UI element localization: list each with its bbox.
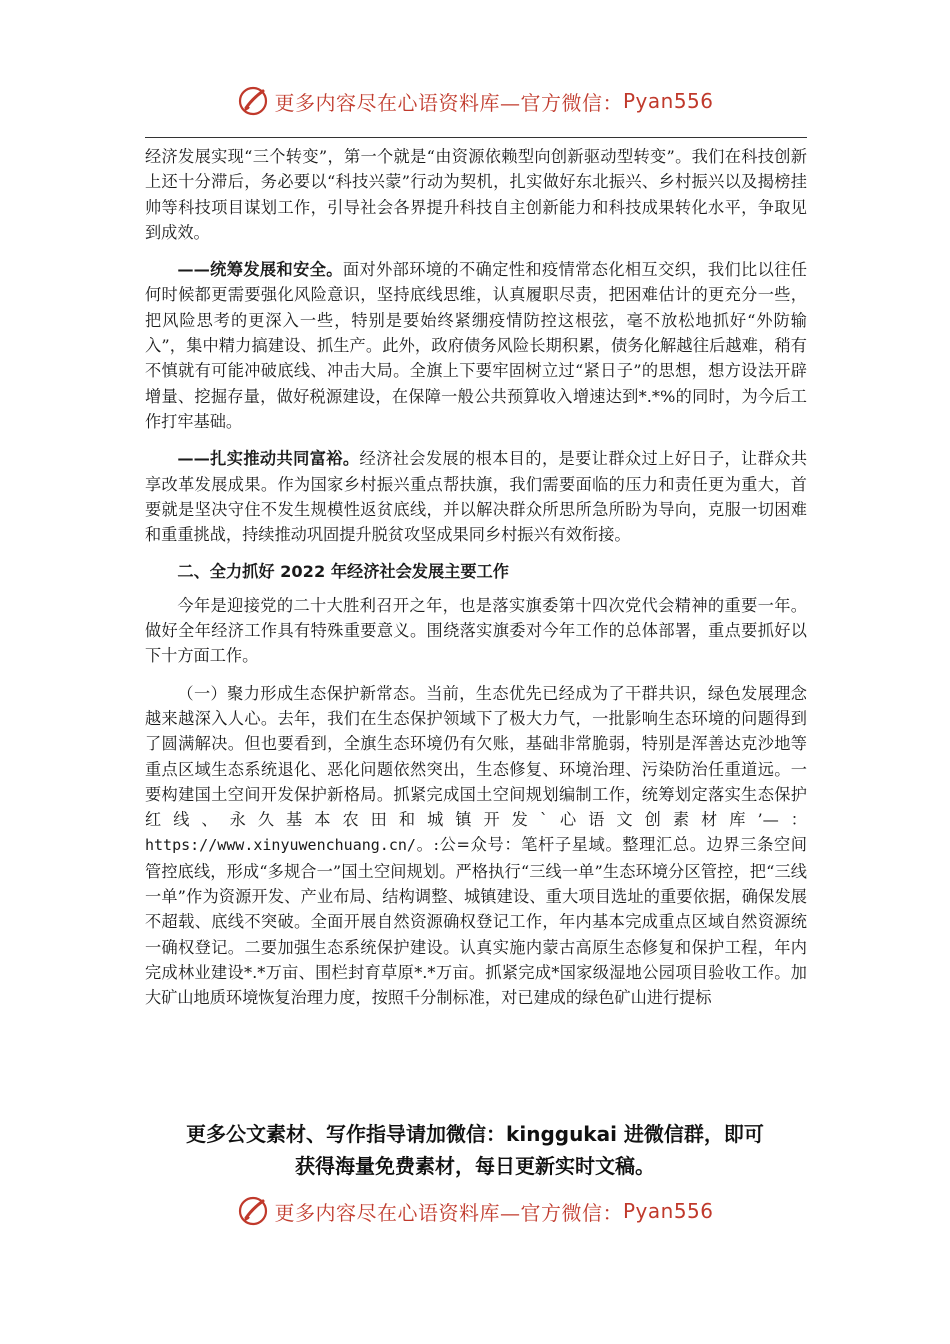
header-banner (0, 84, 950, 118)
paragraph: 经济发展实现“三个转变”，第一个就是“由资源依赖型向创新驱动型转变”。我们在科技创新上还十分滞后，务必要以“科技兴蒙”行动为契机，扎实做好东北振兴、乡村振兴以及揭榜挂帅等科技项目谋划工作，引导社会各界提升科技自主创新能力和科技成果转化水平，争取见到成效。 (145, 147, 807, 242)
brush-logo-icon (236, 84, 270, 118)
banner-text: 更多内容尽在心语资料库—官方微信： (274, 1200, 623, 1225)
footer-banner (0, 1194, 950, 1228)
paragraph (145, 681, 807, 1011)
promo-notice (150, 1118, 800, 1182)
banner-handle: Pyan556 (622, 89, 714, 113)
brush-logo-icon (236, 1194, 270, 1228)
paragraph (145, 446, 807, 547)
paragraph: 今年是迎接党的二十大胜利召开之年，也是落实旗委第十四次党代会精神的重要一年。做好全年经济工作具有特殊重要意义。围绕落实旗委对今年工作的总体部署，重点要抓好以下十方面工作。 (145, 595, 807, 666)
paragraph-body: 。:公=众号：笔杆子星域。整理汇总。边界三条空间管控底线，形成“多规合一”国土空间规划。严格执行“三线一单”生态环境分区管控，把“三线一单”作为资源开发、产业布局、结构调整、城镇建设、重大项目选址的重要依据，确保发展不超载、底线不突破。全面开展自然资源确权登记工作，年内基本完成重点区域自然资源统一确权登记。二要加强生态系统保护建设。认真实施内蒙古高原生态修复和保护工程，年内完成林业建设*.*万亩、围栏封育草原*.*万亩。抓紧完成*国家级湿地公园项目验收工作。加大矿山地质环境恢复治理力度，按照千分制标准，对已建成的绿色矿山进行提标 (145, 835, 807, 1008)
section-heading: 二、全力抓好 2022 年经济社会发展主要工作 (177, 562, 509, 582)
banner-handle: Pyan556 (622, 1199, 714, 1223)
paragraph-body: 经济社会发展的根本目的，是要让群众过上好日子，让群众共享改革发展成果。作为国家乡村振兴重点帮扶旗，我们需要面临的压力和责任更为重大，首要就是坚决守住不发生规模性返贫底线，并以解决群众所思所急所盼为导向，克服一切困难和重重挑战，持续推动巩固提升脱贫攻坚成果同乡村振兴有效衔接。 (145, 449, 808, 545)
promo-line: 更多公文素材、写作指导请加微信：kinggukai 进微信群，即可 (186, 1122, 764, 1146)
source-url: https://www.xinyuwenchuang.cn/ (145, 836, 416, 855)
paragraph-body: 面对外部环境的不确定性和疫情常态化相互交织，我们比以往任何时候都更需要强化风险意识，坚持底线思维，认真履职尽责，把困难估计的更充分一些，把风险思考的更深入一些，特别是要始终紧绷疫情防控这根弦，毫不放松地抓好“外防输入”，集中精力搞建设、抓生产。此外，政府债务风险长期积累，债务化解越往后越难，稍有不慎就有可能冲破底线、冲击大局。全旗上下要牢固树立过“紧日子”的思想，想方设法开辟增量、挖掘存量，做好税源建设，在保障一般公共预算收入增速达到*.*%的同时，为今后工作打牢基础。 (145, 260, 808, 431)
banner-text: 更多内容尽在心语资料库—官方微信： (274, 90, 623, 115)
paragraph-lead: ——统筹发展和安全。 (177, 260, 343, 280)
paragraph-lead: ——扎实推动共同富裕。 (177, 449, 360, 469)
promo-line: 获得海量免费素材，每日更新实时文稿。 (295, 1154, 655, 1178)
header-rule (145, 137, 807, 138)
paragraph-body: （一）聚力形成生态保护新常态。当前，生态优先已经成为了干群共识，绿色发展理念越来越深入人心。去年，我们在生态保护领域下了极大力气，一批影响生态环境的问题得到了圆满解决。但也要看到，全旗生态环境仍有欠账，基础非常脆弱，特别是浑善达克沙地等重点区域生态系统退化、恶化问题依然突出，生态修复、环境治理、污染防治任重道远。一要构建国土空间开发保护新格局。抓紧完成国土空间规划编制工作，统筹划定落实生态保护红线、永久基本农田和城镇开发`心语文创素材库’—： (145, 683, 807, 830)
paragraph (145, 257, 807, 434)
document-body (145, 144, 807, 1023)
